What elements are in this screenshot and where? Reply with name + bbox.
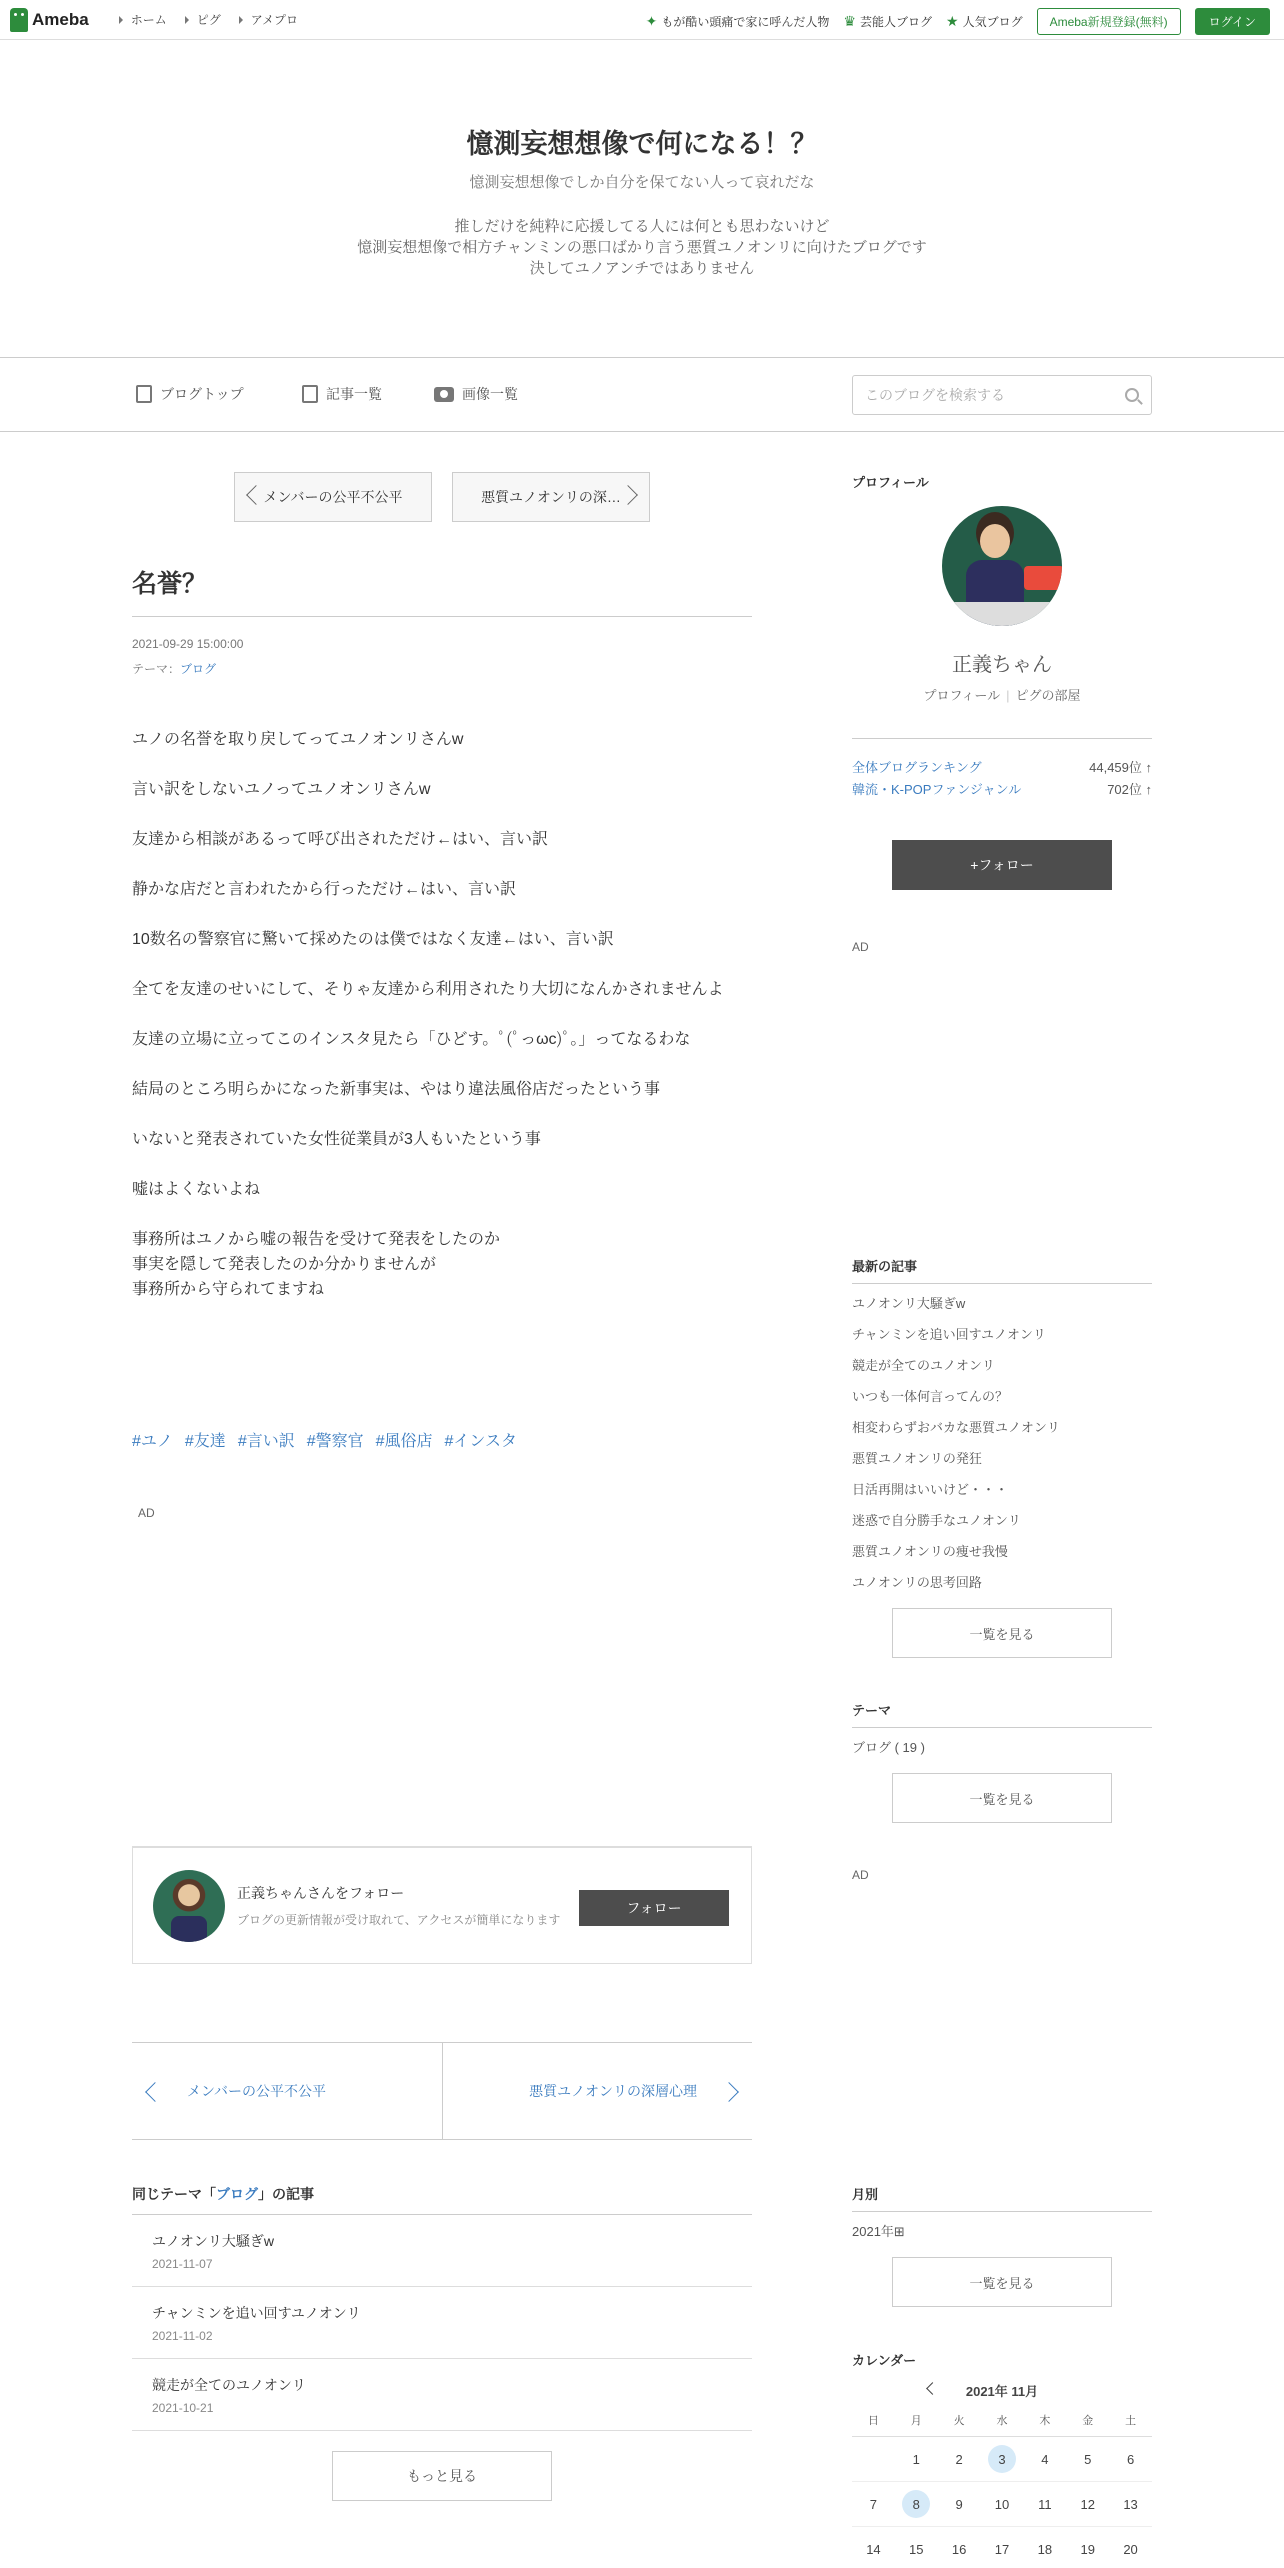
list-item[interactable] [132, 2215, 752, 2287]
pager-label: 悪質ユノオンリの深層心理 [529, 2083, 697, 2099]
register-button[interactable]: Ameba新規登録(無料) [1037, 8, 1181, 35]
calendar-day[interactable] [938, 2527, 981, 2568]
calendar-month: 2021年 11月 [965, 2384, 1039, 2399]
blog-title[interactable]: 憶測妄想想像で何になる！？ [466, 129, 818, 159]
crown-icon: ♛ [843, 13, 856, 29]
next-entry-link[interactable] [443, 2043, 753, 2139]
weekday-label: 月 [910, 2415, 922, 2427]
list-item[interactable] [132, 2359, 752, 2431]
article-meta [132, 632, 243, 682]
calendar-day[interactable] [1066, 2482, 1109, 2527]
latest-entries [852, 1256, 1152, 1658]
hashtag[interactable]: #風俗店 [375, 1433, 433, 1450]
same-theme-section [132, 2184, 752, 2501]
calendar-day[interactable] [938, 2437, 981, 2482]
triangle-icon [185, 16, 189, 24]
star-icon: ★ [946, 13, 959, 29]
paragraph: 言い訳をしないユノってユノオンリさんw [132, 781, 431, 798]
search-icon[interactable] [1125, 388, 1139, 402]
line: 事務所はユノから嘘の報告を受けて発表をしたのか [132, 1231, 501, 1248]
latest-item[interactable]: いつも一体何言ってんの？ [852, 1389, 1009, 1404]
latest-item[interactable]: 悪質ユノオンリの発狂 [852, 1451, 982, 1466]
section-heading [132, 2184, 752, 2215]
next-entry-button[interactable] [452, 472, 650, 522]
crumb-amepro[interactable] [239, 11, 298, 28]
latest-item[interactable]: 日活再開はいいけど・・・ [852, 1482, 1009, 1497]
avatar-desk [952, 602, 1052, 626]
plus-box-icon: ⊞ [893, 2224, 905, 2239]
theme-link[interactable]: ブログ [180, 662, 217, 676]
item-title: チャンミンを追い回すユノオンリ [152, 2305, 361, 2321]
paragraph: 10数名の警察官に驚いて採めたのは僕ではなく友達←はい、言い訳 [132, 931, 614, 948]
day-number: 16 [951, 2541, 967, 2557]
pager-label: 悪質ユノオンリの深… [481, 489, 621, 505]
follow-title: 正義ちゃんさんをフォロー [237, 1885, 405, 1901]
calendar-day[interactable] [1023, 2437, 1066, 2482]
copy-icon [302, 385, 318, 403]
item-date: 2021-11-02 [152, 2329, 213, 2343]
link-label: 人気ブログ [962, 15, 1023, 29]
theme-link[interactable]: ブログ [216, 2186, 258, 2202]
calendar-month-header [852, 2381, 1152, 2400]
paragraph: 全てを友達のせいにして、そりゃ友達から利用されたり大切になんかされませんよ [132, 981, 724, 998]
article-title[interactable]: 名誉？ [132, 564, 752, 617]
paragraph: 友達の立場に立ってこのインスタ見たら「ひどす。ﾟ(ﾟっωc)ﾟ。」ってなるわな [132, 1031, 691, 1048]
line: 事務所から守られてますね [132, 1281, 325, 1298]
popular-blog-link[interactable] [946, 13, 1023, 30]
ad-label: AD [852, 1868, 869, 1882]
day-number: 3 [988, 2445, 1016, 2473]
nav-entry-list[interactable] [302, 384, 382, 404]
calendar-day [852, 2437, 895, 2482]
calendar-day[interactable] [895, 2482, 938, 2527]
item-title: 競走が全てのユノオンリ [152, 2377, 306, 2393]
pager-label: メンバーの公平不公平 [263, 489, 403, 505]
day-number: 9 [955, 2496, 963, 2512]
follow-text [237, 1883, 560, 1928]
monthly-section [852, 2184, 1152, 2307]
follow-subtitle: ブログの更新情報が受け取れて、アクセスが簡単になります [237, 1913, 561, 1927]
trending-topic-link[interactable] [646, 13, 830, 30]
ranking-box [852, 738, 1152, 801]
prev-entry-button[interactable] [234, 472, 432, 522]
weekday-label: 火 [953, 2415, 965, 2427]
day-number: 13 [1123, 2496, 1138, 2512]
avatar-sign [1024, 566, 1062, 590]
calendar-weekdays [852, 2412, 1152, 2437]
blog-nav [0, 358, 1284, 432]
ameba-logo[interactable] [10, 8, 89, 32]
chevron-right-icon [719, 2082, 739, 2102]
camera-icon [434, 387, 454, 402]
document-icon [136, 385, 152, 403]
day-number: 15 [909, 2541, 924, 2557]
calendar [852, 2350, 1152, 2568]
day-number: 7 [869, 2496, 878, 2512]
calendar-day[interactable] [1023, 2482, 1066, 2527]
blog-header [0, 40, 1284, 358]
bottom-pager [132, 2042, 752, 2140]
calendar-day[interactable] [895, 2527, 938, 2568]
day-number: 10 [994, 2496, 1010, 2512]
latest-item[interactable]: 競走が全てのユノオンリ [852, 1358, 995, 1373]
ranking-value: 44,459位 ↑ [1089, 760, 1152, 775]
prev-entry-link[interactable] [132, 2043, 443, 2139]
weekday-label: 土 [1125, 2415, 1137, 2427]
hashtag[interactable]: #警察官 [306, 1433, 364, 1450]
avatar-face [980, 524, 1010, 558]
nav-blog-top[interactable] [136, 384, 244, 404]
separator: | [1006, 688, 1010, 703]
see-all-button[interactable]: 一覧を見る [892, 2257, 1112, 2307]
ad-label: AD [138, 1506, 155, 1520]
paragraph: 友達から相談があるって呼び出されただけ←はい、言い訳 [132, 831, 549, 848]
avatar[interactable] [153, 1870, 225, 1942]
theme-item[interactable]: ブログ ( 19 ) [852, 1740, 925, 1755]
calendar-day[interactable] [981, 2482, 1024, 2527]
weekday-label: 金 [1082, 2415, 1094, 2427]
calendar-day[interactable] [1109, 2527, 1152, 2568]
latest-item[interactable]: 悪質ユノオンリの痩せ我慢 [852, 1544, 1008, 1559]
calendar-day[interactable] [981, 2527, 1024, 2568]
profile-name[interactable]: 正義ちゃん [952, 654, 1052, 676]
calendar-day[interactable] [1109, 2437, 1152, 2482]
hashtag[interactable]: #言い訳 [237, 1433, 295, 1450]
year-toggle[interactable] [852, 2216, 1152, 2247]
see-all-button[interactable]: 一覧を見る [892, 1608, 1112, 1658]
ad-label: AD [852, 940, 869, 954]
monthly-heading: 月別 [852, 2184, 1152, 2212]
triangle-icon [119, 16, 123, 24]
hashtag-list [132, 1428, 517, 1451]
calendar-day[interactable] [1066, 2437, 1109, 2482]
pager-label: メンバーの公平不公平 [187, 2083, 327, 2099]
item-title: ユノオンリ大騒ぎw [152, 2233, 274, 2249]
heading-text: 同じテーマ「 [132, 2186, 216, 2202]
article-column [132, 432, 752, 2484]
blog-search-input[interactable] [852, 375, 1152, 415]
paragraph: いないと発表されていた女性従業員が3人もいたという事 [132, 1131, 541, 1148]
day-number: 20 [1123, 2541, 1138, 2557]
ranking-name[interactable]: 全体ブログランキング [852, 760, 982, 775]
hashtag[interactable]: #友達 [184, 1433, 226, 1450]
desc-line: 推しだけを純粋に応援してる人には何とも思わないけど [454, 218, 830, 235]
theme-section [852, 1700, 1152, 1823]
article-body [132, 727, 752, 1327]
theme-list [852, 1732, 1152, 1763]
ranking-value: 702位 ↑ [1107, 782, 1152, 797]
day-number: 17 [994, 2541, 1010, 2557]
article-date: 2021-09-29 15:00:00 [132, 637, 244, 651]
paragraph: ユノの名誉を取り戻してってユノオンリさんw [132, 731, 464, 748]
latest-list [852, 1288, 1152, 1598]
day-number: 19 [1080, 2541, 1095, 2557]
paragraph: 嘘はよくないよね [132, 1181, 261, 1198]
global-header [0, 0, 1284, 40]
crumb-label: アメプロ [250, 13, 298, 27]
blog-subtitle: 憶測妄想想像でしか自分を保てない人って哀れだな [469, 174, 815, 191]
theme-heading: テーマ [852, 1700, 1152, 1728]
header-right [646, 8, 1270, 35]
article-theme [132, 657, 243, 682]
see-all-button[interactable]: 一覧を見る [892, 1773, 1112, 1823]
link-label: 芸能人ブログ [859, 15, 932, 29]
blog-description [0, 216, 1284, 279]
ameba-mascot-icon [10, 8, 28, 32]
crumb-pig[interactable] [185, 11, 221, 28]
nav-label: 記事一覧 [326, 386, 382, 402]
desc-line: 決してユノアンチではありません [529, 260, 755, 277]
day-number: 4 [1041, 2451, 1049, 2467]
day-number: 2 [955, 2451, 963, 2467]
crumb-label: ホーム [130, 13, 167, 27]
search-placeholder: このブログを検索する [865, 387, 1005, 403]
link-label: もが酷い頭痛で家に呼んだ人物 [661, 15, 830, 29]
latest-item[interactable]: チャンミンを追い回すユノオンリ [852, 1327, 1046, 1342]
line: 事実を隠して発表したのか分かりませんが [132, 1256, 437, 1273]
nav-label: ブログトップ [160, 386, 244, 402]
calendar-heading: カレンダー [852, 2353, 917, 2368]
heading-text: 」の記事 [258, 2186, 314, 2202]
paragraph: 結局のところ明らかになった新事実は、やはり違法風俗店だったという事 [132, 1081, 661, 1098]
weekday-label: 木 [1039, 2415, 1051, 2427]
latest-heading: 最新の記事 [852, 1256, 1152, 1284]
calendar-day[interactable] [1109, 2482, 1152, 2527]
follow-button[interactable]: フォロー [579, 1890, 729, 1926]
day-number: 14 [866, 2541, 881, 2557]
top-pager [132, 432, 752, 512]
nav-label: 画像一覧 [462, 386, 518, 402]
ranking-name[interactable]: 韓流・K-POPファンジャンル [852, 782, 1022, 797]
day-number: 11 [1038, 2496, 1052, 2512]
calendar-day[interactable] [938, 2482, 981, 2527]
nav-image-list[interactable] [434, 384, 518, 404]
calendar-day[interactable] [852, 2482, 895, 2527]
theme-prefix: テーマ： [132, 662, 181, 676]
triangle-icon [239, 16, 243, 24]
login-button[interactable]: ログイン [1195, 8, 1270, 35]
weekday-label: 日 [867, 2415, 879, 2427]
calendar-day[interactable] [981, 2437, 1024, 2482]
weekday-label: 水 [996, 2415, 1008, 2427]
desc-line: 憶測妄想想像で相方チャンミンの悪口ばかり言う悪質ユノオンリに向けたブログです [357, 239, 927, 256]
day-number: 5 [1084, 2451, 1092, 2467]
follow-box [132, 1846, 752, 1964]
latest-item[interactable]: 迷惑で自分勝手なユノオンリ [852, 1513, 1021, 1528]
chevron-left-icon[interactable] [926, 2382, 939, 2395]
hashtag[interactable]: #インスタ [444, 1433, 517, 1450]
crumb-label: ピグ [196, 13, 221, 27]
list-item[interactable] [132, 2287, 752, 2359]
celebrity-blog-link[interactable] [843, 13, 932, 30]
crumb-home[interactable] [119, 11, 167, 28]
latest-item[interactable]: ユノオンリの思考回路 [852, 1575, 982, 1590]
hashtag[interactable]: #ユノ [132, 1433, 173, 1450]
logo-text: Ameba [32, 9, 89, 29]
profile-avatar[interactable] [942, 506, 1062, 626]
calendar-day[interactable] [1066, 2527, 1109, 2568]
latest-item[interactable]: 相変わらずおバカな悪質ユノオンリ [852, 1420, 1060, 1435]
chevron-left-icon [145, 2082, 165, 2102]
see-more-button[interactable]: もっと見る [332, 2451, 552, 2501]
day-number: 1 [912, 2451, 920, 2467]
year-label: 2021年 [852, 2224, 894, 2239]
ranking-row [852, 779, 1152, 801]
chevron-right-icon [618, 485, 638, 505]
item-date: 2021-10-21 [152, 2401, 214, 2415]
day-number: 18 [1037, 2541, 1053, 2557]
profile-heading: プロフィール [852, 475, 929, 490]
paragraph [132, 1227, 752, 1302]
sparkle-icon: ✦ [645, 13, 658, 29]
calendar-day[interactable] [852, 2527, 895, 2568]
profile-links [852, 685, 1152, 704]
monthly-list [852, 2216, 1152, 2247]
day-number: 12 [1080, 2496, 1095, 2512]
day-number: 8 [902, 2490, 930, 2518]
paragraph: 静かな店だと言われたから行っただけ←はい、言い訳 [132, 881, 517, 898]
day-number: 6 [1126, 2451, 1135, 2467]
item-date: 2021-11-07 [152, 2257, 213, 2271]
ranking-row [852, 757, 1152, 779]
pig-room-link[interactable]: ピグの部屋 [1015, 688, 1081, 703]
sidebar-follow-button[interactable]: +フォロー [892, 840, 1112, 890]
profile-link[interactable]: プロフィール [923, 688, 1001, 703]
calendar-day[interactable] [895, 2437, 938, 2482]
calendar-days [852, 2437, 1152, 2568]
latest-item[interactable]: ユノオンリ大騒ぎw [852, 1296, 966, 1311]
calendar-day[interactable] [1023, 2527, 1066, 2568]
